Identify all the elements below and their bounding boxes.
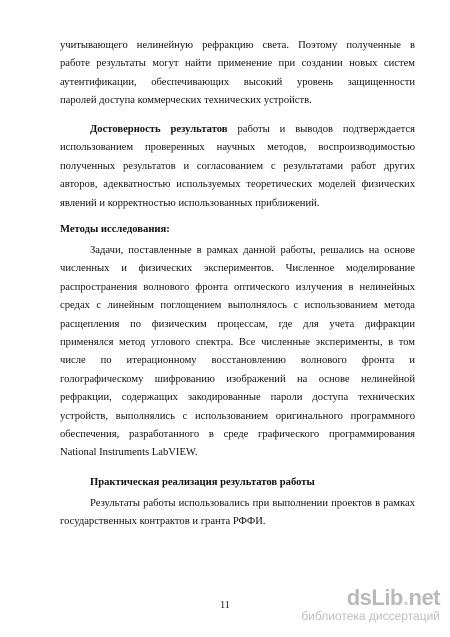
watermark-logo [301, 587, 440, 609]
text-line: расщепления по физическим процессам, где для учета дифракции [60, 318, 415, 330]
text-line: численных и физических экспериментов. Численное моделирование [60, 263, 415, 275]
text-line: учитывающего нелинейную рефракцию света. Поэтому полученные в [60, 40, 415, 51]
section-heading-practical: Практическая реализация результатов работы [90, 477, 315, 488]
watermark [301, 587, 440, 623]
text-line: работе результаты могут найти применение при создании новых систем [60, 58, 415, 70]
text-line: устройств, выполнялись с использованием оригинального программного [60, 410, 415, 422]
text-line: числе по итерационному восстановлению волнового фронта и [60, 355, 415, 367]
text-line: использованием проверенных научных методов, воспроизводимостью [60, 142, 415, 154]
watermark-logo-left: dsLib [346, 585, 403, 610]
paragraph-continuation [60, 37, 415, 111]
text-line-first: Задачи, поставленные в рамках данной работы, решались на основе [90, 245, 415, 256]
page-number: 11 [220, 600, 230, 611]
text-line: аутентификации, обеспечивающих высокий уровень защищенности [60, 76, 415, 88]
text-line: государственных контрактов и гранта РФФИ. [60, 516, 266, 528]
watermark-logo-dot: . [402, 585, 409, 610]
paragraph-methods [60, 242, 415, 463]
paragraph-practical [60, 495, 415, 532]
watermark-subtitle: библиотека диссертаций [301, 609, 440, 623]
text-line: рефракции, содержащих закодированные пароли доступа технических [60, 392, 415, 404]
text-line-first: Результаты работы использовались при выполнении проектов в рамках [90, 498, 415, 509]
text-line: средах с линейным поглощением выполнялось с использованием метода [60, 300, 415, 312]
section-heading-methods: Методы исследования: [60, 224, 170, 235]
text-line: National Instruments LabVIEW. [60, 447, 198, 459]
text-fragment: работы и выводов подтверждается [227, 124, 415, 135]
watermark-logo-right: net [408, 585, 440, 610]
text-line: авторов, адекватностью используемых теоретических моделей физических [60, 179, 415, 191]
text-line: явлений и корректностью использованных приближений. [60, 197, 320, 209]
text-line: полученных результатов и согласованием с результатами работ других [60, 160, 415, 172]
text-line: распространения волнового фронта оптического излучения в нелинейных [60, 281, 415, 293]
text-line-first [60, 121, 415, 139]
text-line: применялся метод углового спектра. Все численные эксперименты, в том [60, 336, 415, 348]
text-line: паролей доступа коммерческих технических устройств. [60, 95, 312, 107]
text-line: голографическому шифрованию изображений на основе нелинейной [60, 373, 415, 385]
paragraph-reliability [60, 121, 415, 213]
reliability-heading: Достоверность результатов [90, 124, 228, 135]
text-line: обеспечения, разработанного в среде графического программирования [60, 428, 415, 440]
